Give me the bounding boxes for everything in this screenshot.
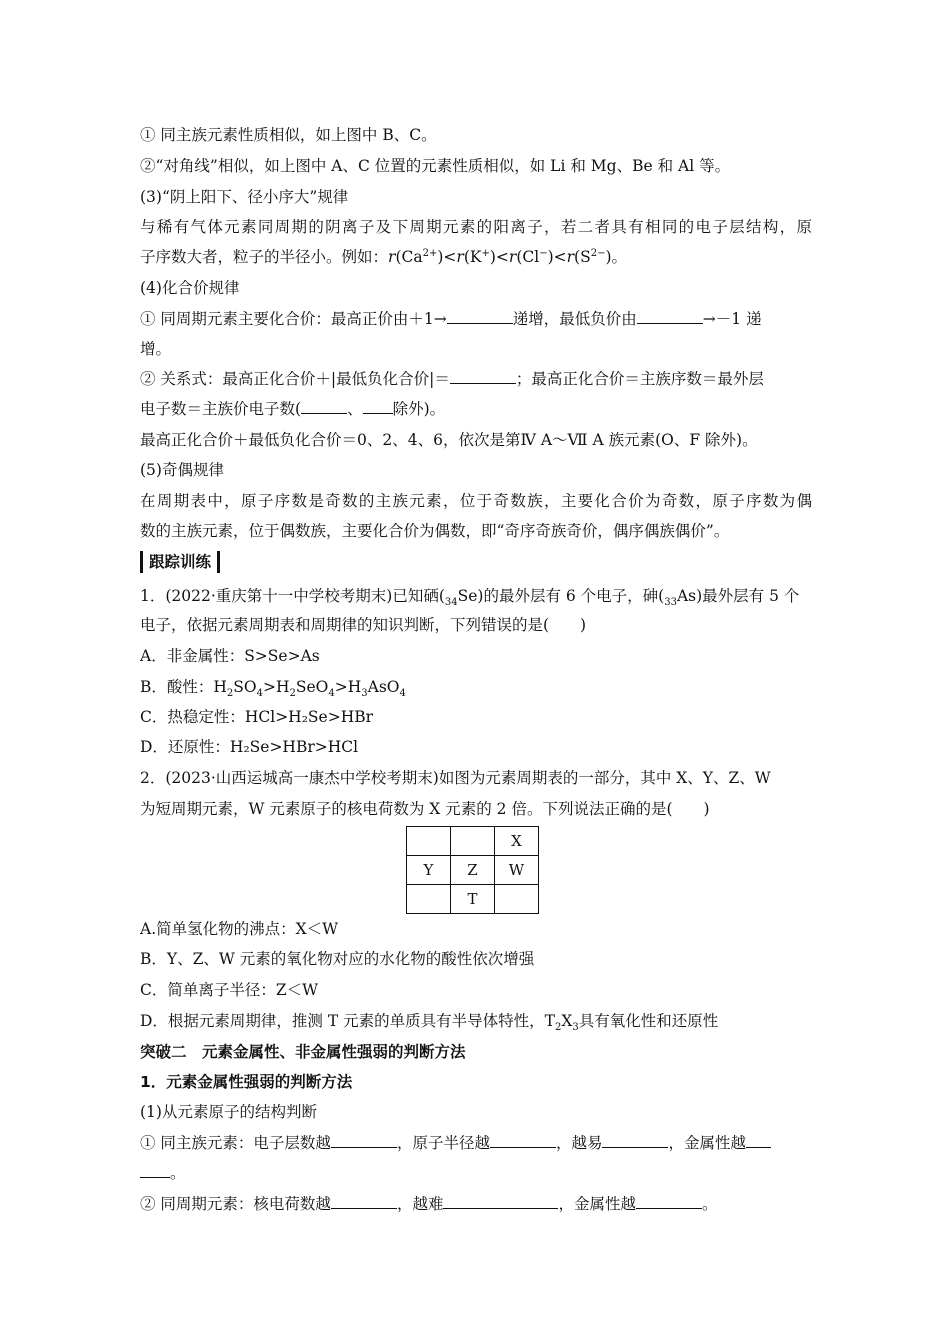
section-tag-line [140, 551, 220, 573]
text-span: ① 同周期元素主要化合价：最高正价由＋1→ [140, 310, 447, 328]
question-1-stem [140, 585, 799, 607]
section-heading: 突破二 元素金属性、非金属性强弱的判断方法 [140, 1043, 466, 1061]
text-span: ① 同主族元素：电子层数越 [140, 1134, 331, 1152]
text-span: Se)的最外层有 6 个电子，砷( [457, 587, 665, 605]
table-cell [451, 827, 495, 856]
text-line: 最高正化合价＋最低负化合价＝0、2、4、6，依次是第Ⅳ A～Ⅶ A 族元素(O、F 除外)。 [140, 431, 758, 449]
option-b: B．Y、Z、W 元素的氧化物对应的水化物的酸性依次增强 [140, 950, 535, 968]
text-span: ，越难 [396, 1195, 444, 1213]
table-cell [495, 885, 539, 914]
answer-blank[interactable] [331, 1193, 397, 1209]
text-line: (5)奇偶规律 [140, 461, 224, 479]
text-span: ，金属性越 [558, 1195, 636, 1213]
option-d: D．根据元素周期律，推测 T 元素的单质具有半导体特性，$T_2X_3$具有氧化性和还原性 [140, 1012, 719, 1034]
text-span: 1．(2022·重庆第十一中学校考期末)已知硒( [140, 587, 445, 605]
periodic-table-fragment [406, 826, 539, 914]
text-span: 子序数大者，粒子的半径小。例如： [140, 248, 389, 266]
text-span: As)最外层有 5 个 [676, 587, 800, 605]
text-span: 递增，最低负价由 [512, 310, 637, 328]
text-span: ② 同周期元素：核电荷数越 [140, 1195, 331, 1213]
answer-blank[interactable] [140, 1162, 170, 1178]
option-a: A．非金属性：S>Se>As [140, 647, 320, 665]
answer-blank[interactable] [447, 308, 513, 324]
table-cell [407, 885, 451, 914]
text-span: 除外)。 [392, 400, 446, 418]
text-line: 在周期表中，原子序数是奇数的主族元素，位于奇数族，主要化合价为奇数，原子序数为偶 [140, 492, 812, 510]
table-cell: Z [451, 856, 495, 885]
table-cell [407, 827, 451, 856]
text-span: 。 [701, 1195, 718, 1213]
text-line [140, 368, 764, 390]
answer-blank[interactable] [636, 1193, 702, 1209]
text-span: 。 [170, 1164, 186, 1182]
text-span: →－1 递 [702, 310, 762, 328]
text-span: ，越易 [555, 1134, 603, 1152]
text-line: 增。 [140, 340, 172, 358]
text-span: 电子数＝主族价电子数( [140, 400, 302, 418]
text-line [140, 308, 762, 330]
option-d: D．还原性：H₂Se>HBr>HCl [140, 738, 359, 756]
answer-blank[interactable] [331, 1132, 397, 1148]
text-line: (3)“阴上阳下、径小序大”规律 [140, 188, 349, 206]
text-line [140, 398, 445, 420]
text-line: 与稀有气体元素同周期的阴离子及下周期元素的阳离子，若二者具有相同的电子层结构，原 [140, 218, 812, 236]
text-line: (4)化合价规律 [140, 279, 240, 297]
subsection-heading: 1．元素金属性强弱的判断方法 [140, 1073, 353, 1091]
answer-blank[interactable] [637, 308, 703, 324]
text-line: (1)从元素原子的结构判断 [140, 1103, 317, 1121]
option-c: C．简单离子半径：Z＜W [140, 981, 319, 999]
option-a: A.简单氢化物的沸点：X＜W [140, 920, 339, 938]
text-span: ② 关系式：最高正化合价＋|最低负化合价|＝ [140, 370, 450, 388]
answer-blank[interactable] [363, 398, 393, 414]
table-cell: X [495, 827, 539, 856]
text-span: ，金属性越 [668, 1134, 746, 1152]
answer-blank[interactable] [450, 368, 516, 384]
question-2-stem: 2．(2023·山西运城高一康杰中学校考期末)如图为元素周期表的一部分，其中 X、Y、Z、W [140, 769, 771, 787]
table-cell: T [451, 885, 495, 914]
table-cell: W [495, 856, 539, 885]
text-line: 数的主族元素，位于偶数族，主要化合价为偶数，即“奇序奇族奇价，偶序偶族偶价”。 [140, 522, 730, 540]
text-line [140, 1162, 186, 1184]
text-span: ，原子半径越 [396, 1134, 490, 1152]
text-line: 为短周期元素，W 元素原子的核电荷数为 X 元素的 2 倍。下列说法正确的是( ) [140, 800, 710, 818]
option-c: C．热稳定性：HCl>H₂Se>HBr [140, 708, 374, 726]
text-line: 子序数大者，粒子的半径小。例如：$r(Ca^{2+})<r(K^+)<r(Cl^-)<r(S^{2-})$。 [140, 247, 628, 266]
text-span: D．根据元素周期律，推测 T 元素的单质具有半导体特性， [140, 1012, 545, 1030]
text-span: 34 [444, 597, 458, 609]
table-cell: Y [407, 856, 451, 885]
text-span: 具有氧化性和还原性 [578, 1012, 719, 1030]
answer-blank[interactable] [746, 1132, 771, 1148]
text-line: ① 同主族元素性质相似，如上图中 B、C。 [140, 126, 437, 144]
text-line: ②“对角线”相似，如上图中 A、C 位置的元素性质相似，如 Li 和 Mg、Be 和 Al 等。 [140, 157, 731, 175]
text-line [140, 1132, 771, 1154]
option-b: B．酸性：$H_2SO_4>H_2SeO_4>H_3AsO_4$ [140, 678, 406, 700]
answer-blank[interactable] [602, 1132, 668, 1148]
answer-blank[interactable] [301, 398, 347, 414]
answer-blank[interactable] [443, 1193, 558, 1209]
text-span: 、 [347, 400, 363, 418]
text-line [140, 1193, 717, 1215]
text-line: 电子，依据元素周期表和周期律的知识判断，下列错误的是( ) [140, 616, 587, 634]
text-span: ；最高正化合价＝主族序数＝最外层 [515, 370, 764, 388]
section-tag: 跟踪训练 [140, 551, 220, 573]
answer-blank[interactable] [490, 1132, 556, 1148]
text-span: 33 [664, 597, 677, 609]
